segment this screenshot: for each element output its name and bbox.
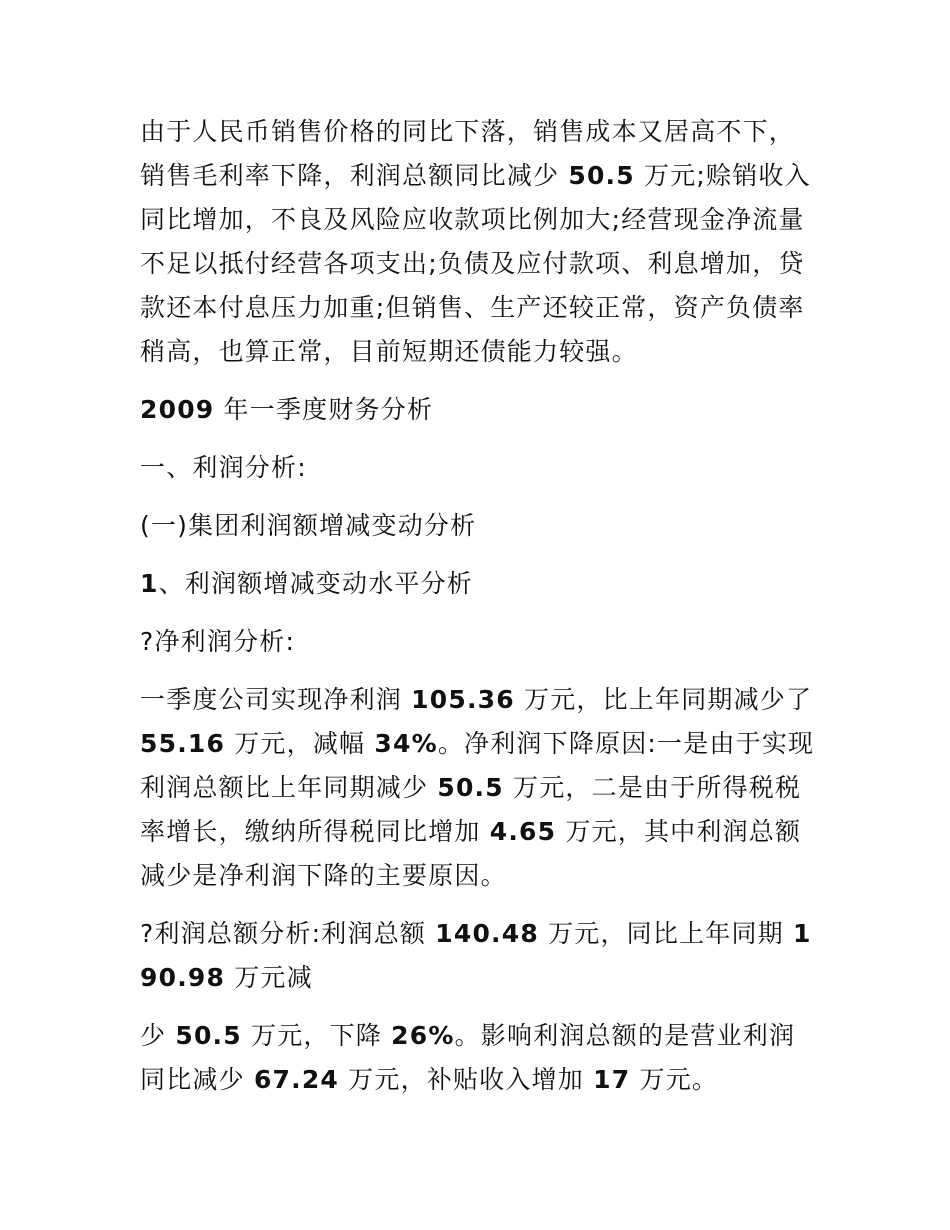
heading-text: 年一季度财务分析 xyxy=(214,395,434,424)
heading-net-profit-analysis xyxy=(140,620,820,664)
section-heading-2009-q1 xyxy=(140,388,820,432)
heading-text: 、利润额增减变动水平分析 xyxy=(158,569,474,598)
number-bold: 17 xyxy=(593,1065,631,1094)
text-segment: 。净利润下降原因:一是由于实现利润总额比上年同期减少 xyxy=(140,729,815,802)
text-segment: 万元;赊销收入同比增加，不良及风险应收款项比例加大;经营现金净流量不足以抵付经营各项支出;负债及应付款项、利息增加，贷款还本付息压力加重;但销售、生产还较正常，资产负债率稍高，也算正常，目前短期还债能力较强。 xyxy=(140,161,811,366)
text-segment: 万元，比上年同期减少了 xyxy=(514,685,813,714)
paragraph-net-profit xyxy=(140,678,820,898)
text-segment: 万元。 xyxy=(630,1065,719,1094)
text-segment: ?利润总额分析:利润总额 xyxy=(140,919,436,948)
number-bold: 1 xyxy=(140,569,159,598)
paragraph-total-profit-line1 xyxy=(140,912,820,1000)
heading-profit-analysis xyxy=(140,446,820,490)
text-segment: 由于人民币销售价格的同比下落，销售成本又居高不下，销售毛利率下降，利润总额同比减少 xyxy=(140,117,796,190)
number-bold: 50.5 xyxy=(175,1021,242,1050)
text-segment: 万元，同比上年同期 xyxy=(538,919,794,948)
text-segment: 。影响利润总额的是营业利润同比减少 xyxy=(140,1021,796,1094)
text-segment: 万元减 xyxy=(225,963,313,992)
heading-profit-change-level xyxy=(140,562,820,606)
text-segment: 少 xyxy=(140,1021,176,1050)
number-bold: 67.24 xyxy=(253,1065,340,1094)
number-bold: 55.16 xyxy=(140,729,226,758)
paragraph-total-profit-line2 xyxy=(140,1014,820,1102)
number-bold: 34% xyxy=(374,729,438,758)
number-bold: 26% xyxy=(391,1021,455,1050)
document-page xyxy=(140,110,820,1102)
heading-text: 一、利润分析: xyxy=(140,453,307,482)
heading-text: (一)集团利润额增减变动分析 xyxy=(140,511,477,540)
text-segment: 万元，其中利润总额减少是净利润下降的主要原因。 xyxy=(140,817,802,890)
text-segment: 万元，下降 xyxy=(241,1021,392,1050)
text-segment: 万元，二是由于所得税税率增长，缴纳所得税同比增加 xyxy=(140,773,802,846)
heading-text: ?净利润分析: xyxy=(140,627,296,656)
number-bold: 140.48 xyxy=(435,919,539,948)
number-bold: 105.36 xyxy=(411,685,515,714)
number-bold: 4.65 xyxy=(489,817,557,846)
text-segment: 一季度公司实现净利润 xyxy=(140,685,412,714)
number-bold: 50.5 xyxy=(437,773,504,802)
year-bold: 2009 xyxy=(140,395,215,424)
text-segment: 万元，补贴收入增加 xyxy=(339,1065,594,1094)
paragraph-summary xyxy=(140,110,820,374)
text-segment: 万元，减幅 xyxy=(225,729,375,758)
number-bold: 50.5 xyxy=(568,161,635,190)
number-bold: 190.98 xyxy=(140,919,812,992)
heading-group-profit-change xyxy=(140,504,820,548)
